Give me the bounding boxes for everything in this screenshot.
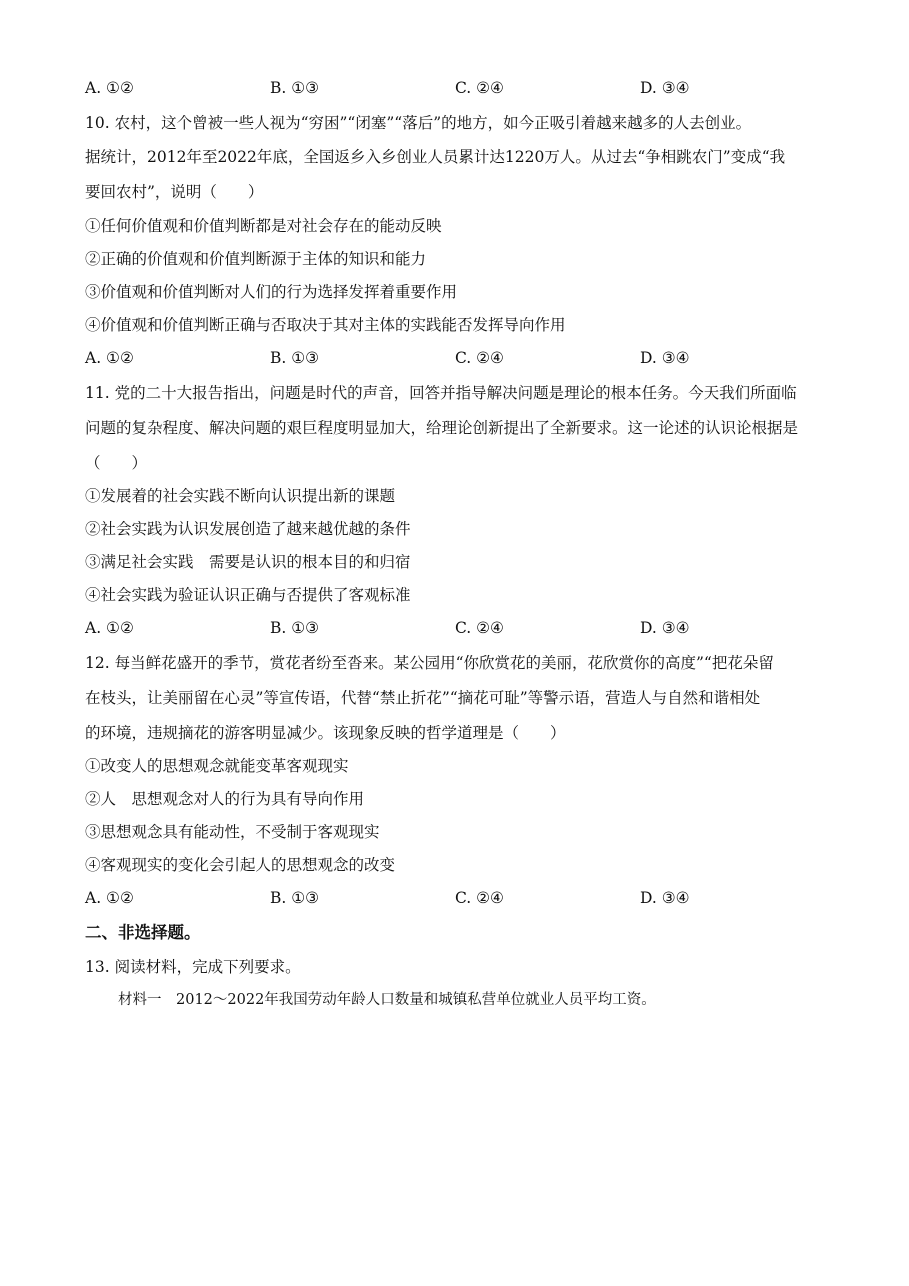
option-c: C. ②④ xyxy=(455,619,504,637)
option-b: B. ①③ xyxy=(270,889,320,907)
option-a: A. ①② xyxy=(85,349,134,367)
q11-stem-line-3: （ ） xyxy=(85,454,148,472)
option-d: D. ③④ xyxy=(640,349,690,367)
q10-stem-line-1: 10. 农村，这个曾被一些人视为“穷困”“闭塞”“落后”的地方，如今正吸引着越来越多的人去创业。 xyxy=(85,114,752,132)
option-d: D. ③④ xyxy=(640,619,690,637)
option-c: C. ②④ xyxy=(455,889,504,907)
option-d: D. ③④ xyxy=(640,889,690,907)
option-d: D. ③④ xyxy=(640,79,690,97)
options-row-q10 xyxy=(85,348,825,368)
option-b: B. ①③ xyxy=(270,619,320,637)
option-b: B. ①③ xyxy=(270,79,320,97)
q10-item-2: ②正确的价值观和价值判断源于主体的知识和能力 xyxy=(85,250,427,268)
options-row-q12 xyxy=(85,888,825,908)
q10-item-3: ③价值观和价值判断对人们的行为选择发挥着重要作用 xyxy=(85,283,458,301)
section-heading: 二、非选择题。 xyxy=(85,923,201,942)
q11-stem-line-2: 问题的复杂程度、解决问题的艰巨程度明显加大，给理论创新提出了全新要求。这一论述的认识论根据是 xyxy=(85,419,799,437)
q10-item-4: ④价值观和价值判断正确与否取决于其对主体的实践能否发挥导向作用 xyxy=(85,316,566,334)
q11-stem-line-1: 11. 党的二十大报告指出，问题是时代的声音，回答并指导解决问题是理论的根本任务。今天我们所面临 xyxy=(85,384,797,402)
q12-item-4: ④客观现实的变化会引起人的思想观念的改变 xyxy=(85,856,396,874)
q12-stem-line-1: 12. 每当鲜花盛开的季节，赏花者纷至沓来。某公园用“你欣赏花的美丽，花欣赏你的高度”“把花朵留 xyxy=(85,654,774,672)
option-b: B. ①③ xyxy=(270,349,320,367)
options-row-q9 xyxy=(85,78,825,98)
q11-item-1: ①发展着的社会实践不断向认识提出新的课题 xyxy=(85,487,396,505)
option-c: C. ②④ xyxy=(455,349,504,367)
q12-item-2: ②人 思想观念对人的行为具有导向作用 xyxy=(85,790,365,808)
q11-item-2: ②社会实践为认识发展创造了越来越优越的条件 xyxy=(85,520,411,538)
q13-stem: 13. 阅读材料，完成下列要求。 xyxy=(85,958,301,976)
q10-item-1: ①任何价值观和价值判断都是对社会存在的能动反映 xyxy=(85,217,442,235)
q10-stem-line-3: 要回农村”，说明（ ） xyxy=(85,183,264,201)
q12-stem-line-3: 的环境，违规摘花的游客明显减少。该现象反映的哲学道理是（ ） xyxy=(85,724,566,742)
q13-material-1: 材料一 2012～2022年我国劳动年龄人口数量和城镇私营单位就业人员平均工资。 xyxy=(118,992,656,1008)
options-row-q11 xyxy=(85,618,825,638)
option-a: A. ①② xyxy=(85,79,134,97)
q11-item-3: ③满足社会实践 需要是认识的根本目的和归宿 xyxy=(85,553,411,571)
option-a: A. ①② xyxy=(85,619,134,637)
q10-stem-line-2: 据统计，2012年至2022年底，全国返乡入乡创业人员累计达1220万人。从过去“争相跳农门”变成“我 xyxy=(85,148,786,166)
q12-item-1: ①改变人的思想观念就能变革客观现实 xyxy=(85,757,349,775)
q12-stem-line-2: 在枝头，让美丽留在心灵”等宣传语，代替“禁止折花”“摘花可耻”等警示语，营造人与自然和谐相处 xyxy=(85,689,761,707)
option-a: A. ①② xyxy=(85,889,134,907)
q11-item-4: ④社会实践为验证认识正确与否提供了客观标准 xyxy=(85,586,411,604)
q12-item-3: ③思想观念具有能动性，不受制于客观现实 xyxy=(85,823,380,841)
option-c: C. ②④ xyxy=(455,79,504,97)
